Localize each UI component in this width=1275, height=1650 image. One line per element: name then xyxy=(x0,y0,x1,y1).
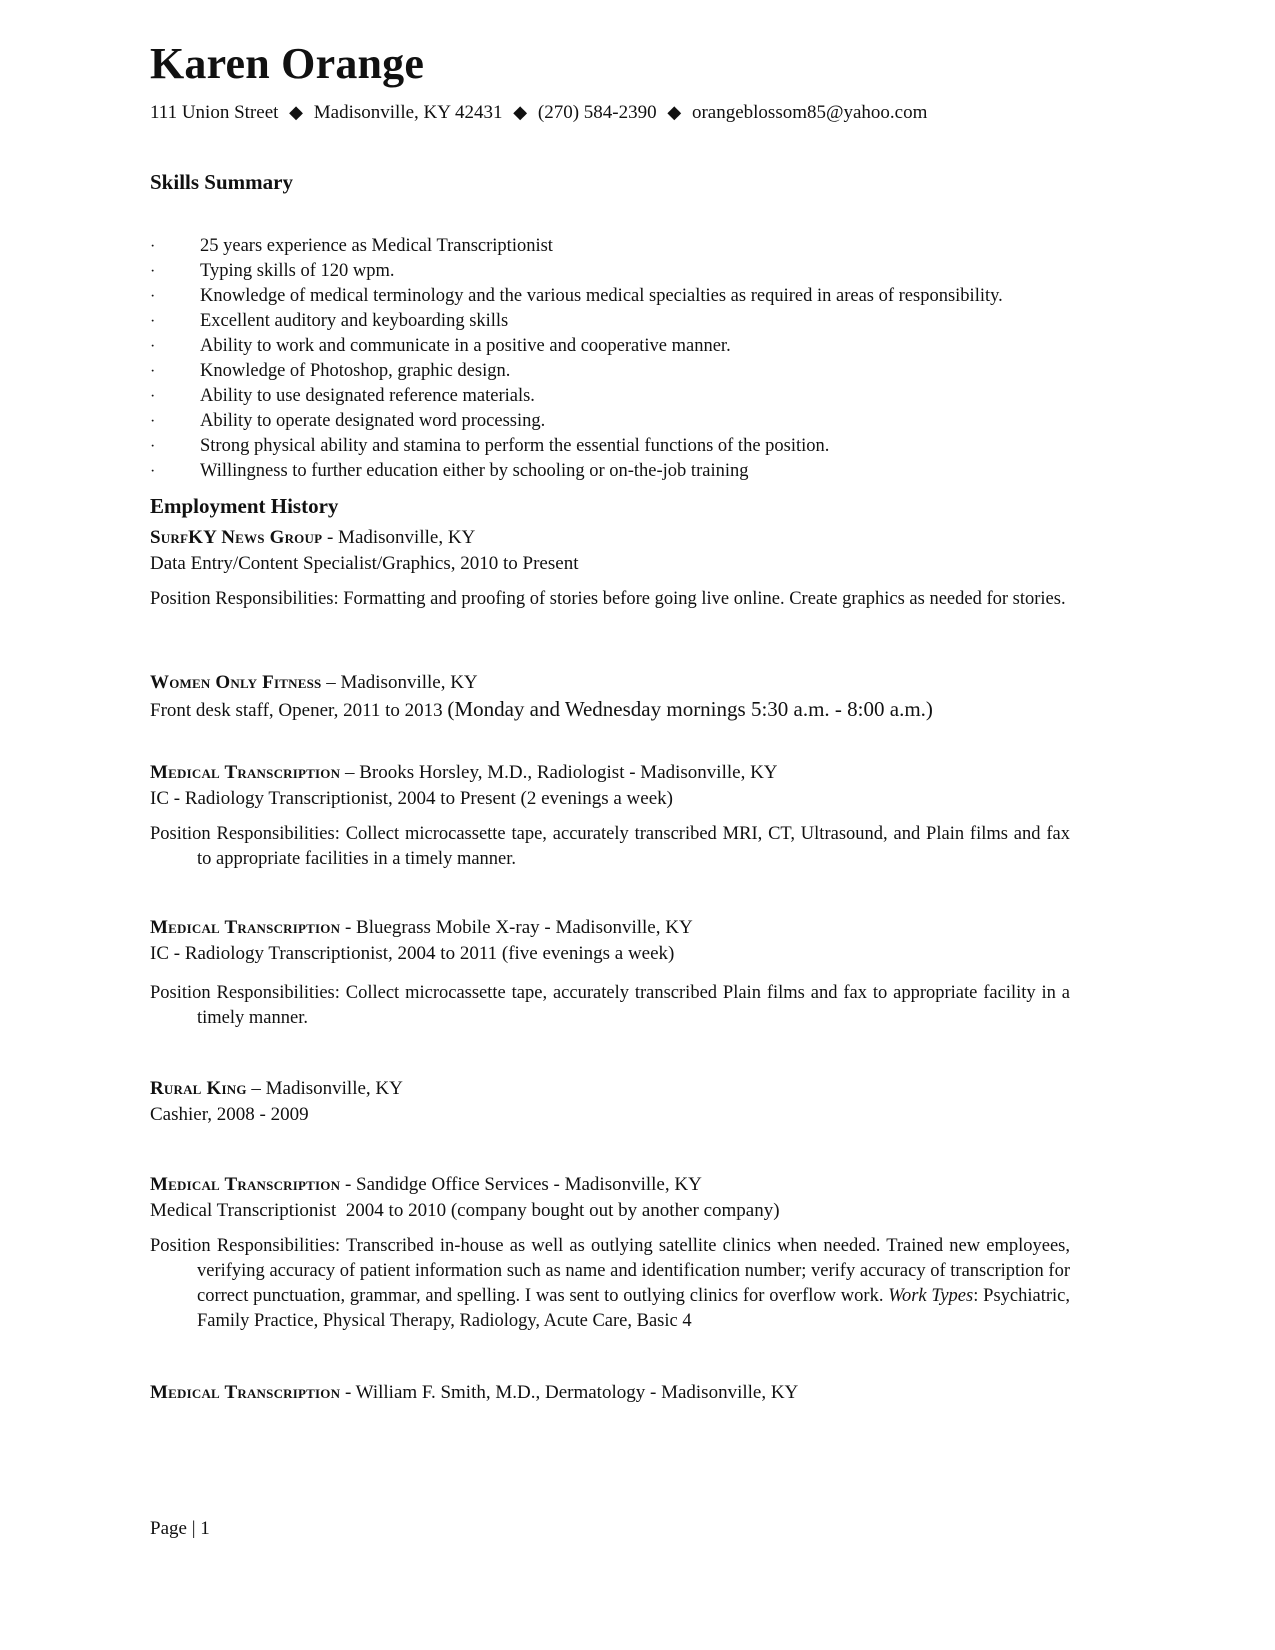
bullet-icon: · xyxy=(150,438,156,455)
bullet-icon: · xyxy=(150,263,156,280)
list-item: · Knowledge of Photoshop, graphic design. xyxy=(150,359,1070,384)
city: Madisonville, KY 42431 xyxy=(313,102,503,123)
role-line: Front desk staff, Opener, 2011 to 2013 (Monday and Wednesday mornings 5:30 a.m. - 8:00 a.m.) xyxy=(150,697,933,721)
page-label: Page xyxy=(150,1518,187,1539)
diamond-separator-icon: ◆ xyxy=(289,102,304,122)
list-item: · Excellent auditory and keyboarding skills xyxy=(150,309,1070,334)
bullet-icon: · xyxy=(150,413,156,430)
employer-line: Women Only Fitness – Madisonville, KY xyxy=(150,672,478,693)
company-name: Medical Transcription xyxy=(150,1382,341,1403)
bullet-icon: · xyxy=(150,238,156,255)
company-name: Medical Transcription xyxy=(150,762,341,783)
employer-line: Rural King – Madisonville, KY xyxy=(150,1078,403,1099)
role-line: Data Entry/Content Specialist/Graphics, 2010 to Present xyxy=(150,553,579,574)
employment-history-heading: Employment History xyxy=(150,494,339,518)
job-entry-brooks-horsley xyxy=(150,760,1070,872)
company-name: SurfKY News Group xyxy=(150,527,323,548)
company-name: Women Only Fitness xyxy=(150,672,322,693)
list-item: · Knowledge of medical terminology and the various medical specialties as required in areas of responsibility. xyxy=(150,284,1070,309)
diamond-separator-icon: ◆ xyxy=(667,102,682,122)
job-entry-women-only-fitness xyxy=(150,670,1070,724)
company-name: Medical Transcription xyxy=(150,917,341,938)
employer-line: Medical Transcription - William F. Smith, M.D., Dermatology - Madisonville, KY xyxy=(150,1382,799,1403)
role-line: IC - Radiology Transcriptionist, 2004 to Present (2 evenings a week) xyxy=(150,788,673,809)
list-item: · Ability to operate designated word processing. xyxy=(150,409,1070,434)
responsibilities: Position Responsibilities: Formatting and proofing of stories before going live online. Create graphics as needed for stories. xyxy=(150,589,1066,609)
job-entry-william-smith xyxy=(150,1380,1070,1406)
schedule-note: (Monday and Wednesday mornings 5:30 a.m. - 8:00 a.m.) xyxy=(447,697,933,721)
job-entry-bluegrass-mobile xyxy=(150,915,1070,1031)
list-item: · Strong physical ability and stamina to perform the essential functions of the position. xyxy=(150,434,1070,459)
bullet-icon: · xyxy=(150,313,156,330)
company-name: Medical Transcription xyxy=(150,1174,341,1195)
role-line: Cashier, 2008 - 2009 xyxy=(150,1104,309,1125)
page-number: 1 xyxy=(200,1518,210,1539)
list-item: · Typing skills of 120 wpm. xyxy=(150,259,1070,284)
employer-line: Medical Transcription - Sandidge Office Services - Madisonville, KY xyxy=(150,1174,702,1195)
bullet-icon: · xyxy=(150,363,156,380)
job-entry-sandidge xyxy=(150,1172,1070,1334)
candidate-name: Karen Orange xyxy=(150,39,425,88)
responsibilities: Position Responsibilities: Collect microcassette tape, accurately transcribed Plain films and fax to appropriate facility in a timely manner. xyxy=(150,983,1070,1028)
job-entry-rural-king xyxy=(150,1076,1070,1128)
employer-line: SurfKY News Group - Madisonville, KY xyxy=(150,527,476,548)
skills-summary-heading: Skills Summary xyxy=(150,170,293,194)
footer-divider: | xyxy=(191,1518,196,1539)
work-types-label: Work Types xyxy=(888,1286,974,1306)
list-item: · 25 years experience as Medical Transcriptionist xyxy=(150,234,1070,259)
page-footer xyxy=(150,1518,210,1540)
responsibilities: Position Responsibilities: Transcribed in-house as well as outlying satellite clinics when needed. Trained new employees, verifying accuracy of patient information such as name and identification number; verify accuracy of transcription for correct punctuation, grammar, and spelling. I was sent to outlying clinics for overflow work. Work Types: Psychiatric, Family Practice, Physical Therapy, Radiology, Acute Care, Basic 4 xyxy=(150,1236,1070,1331)
job-entry-surfky xyxy=(150,525,1070,612)
phone: (270) 584-2390 xyxy=(537,102,657,123)
contact-line xyxy=(150,102,927,124)
role-line: IC - Radiology Transcriptionist, 2004 to 2011 (five evenings a week) xyxy=(150,943,675,964)
list-item: · Willingness to further education either by schooling or on-the-job training xyxy=(150,459,1070,484)
bullet-icon: · xyxy=(150,338,156,355)
list-item: · Ability to work and communicate in a positive and cooperative manner. xyxy=(150,334,1070,359)
address: 111 Union Street xyxy=(150,102,279,123)
role-line: Medical Transcriptionist 2004 to 2010 (company bought out by another company) xyxy=(150,1200,780,1221)
skills-list xyxy=(150,234,1070,484)
bullet-icon: · xyxy=(150,388,156,405)
list-item: · Ability to use designated reference materials. xyxy=(150,384,1070,409)
company-name: Rural King xyxy=(150,1078,247,1099)
email[interactable]: orangeblossom85@yahoo.com xyxy=(691,102,928,123)
responsibilities: Position Responsibilities: Collect microcassette tape, accurately transcribed MRI, CT, Ultrasound, and Plain films and fax to appropriate facilities in a timely manner. xyxy=(150,824,1070,869)
bullet-icon: · xyxy=(150,463,156,480)
employer-line: Medical Transcription – Brooks Horsley, M.D., Radiologist - Madisonville, KY xyxy=(150,762,778,783)
bullet-icon: · xyxy=(150,288,156,305)
employer-line: Medical Transcription - Bluegrass Mobile X-ray - Madisonville, KY xyxy=(150,917,693,938)
diamond-separator-icon: ◆ xyxy=(513,102,528,122)
